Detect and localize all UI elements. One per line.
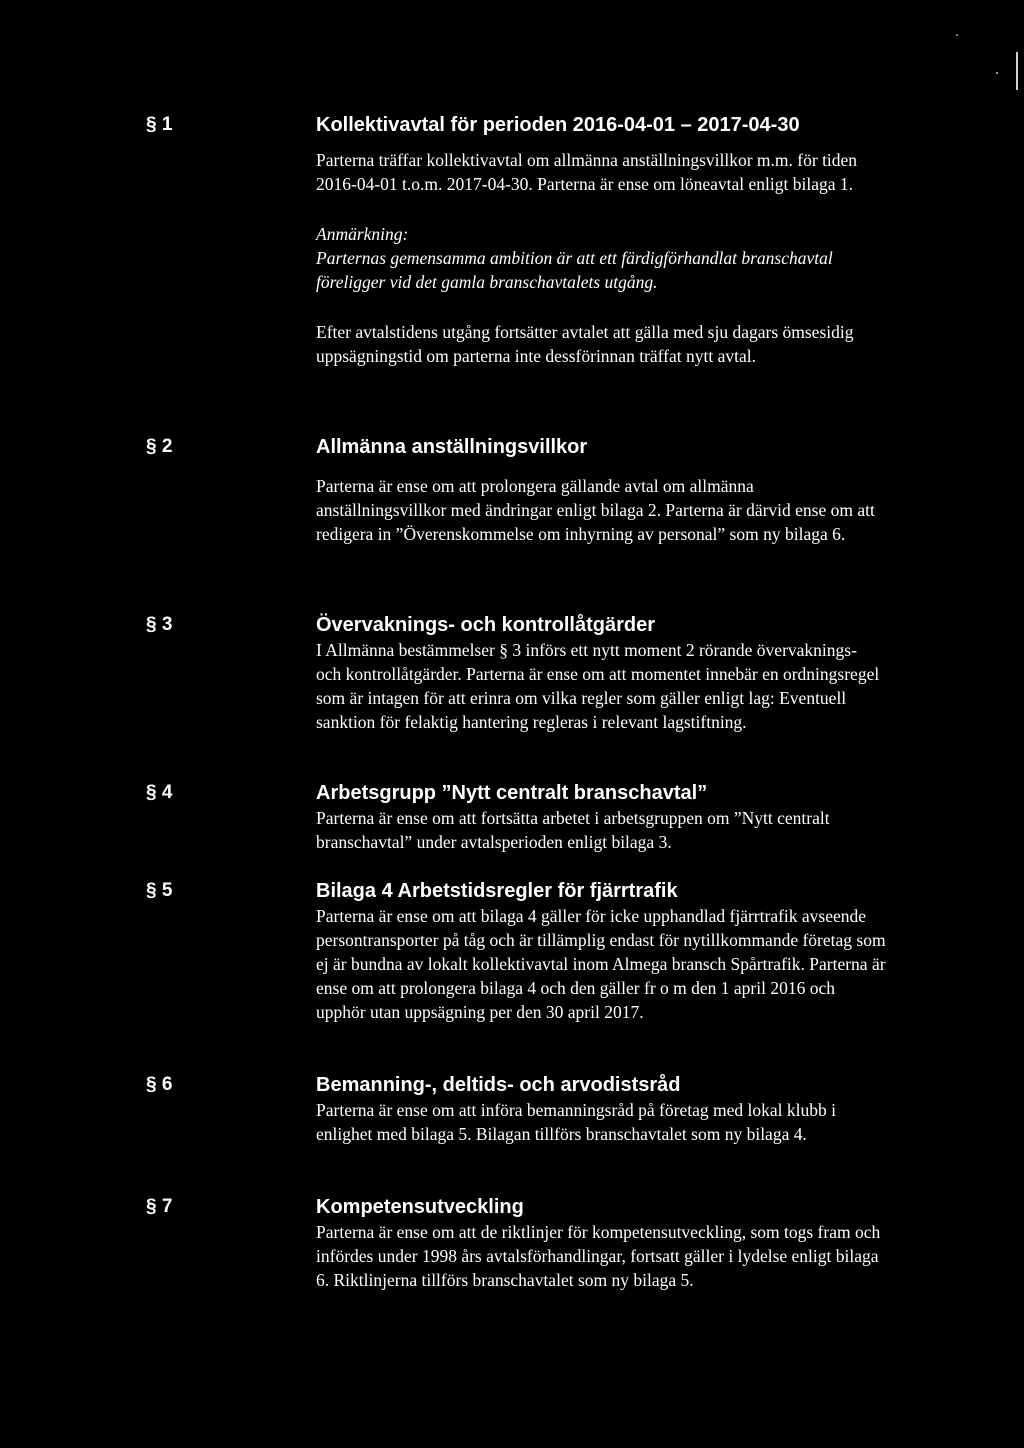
section-number: § 6 (146, 1074, 173, 1095)
section-heading: Arbetsgrupp ”Nytt centralt branschavtal” (316, 782, 708, 804)
section-heading: Bemanning-, deltids- och arvodistsråd (316, 1074, 681, 1096)
scan-edge-mark (1016, 52, 1018, 90)
scan-speck (956, 34, 958, 36)
section-paragraph: Parterna är ense om att de riktlinjer för kompetensutveckling, som togs fram och infördes under 1998 års avtalsförhandlingar, fortsatt gäller i lydelse enligt bilaga 6. Riktlinjerna tillförs branschavtalet som ny bilaga 5. (316, 1222, 881, 1290)
section-heading: Kompetensutveckling (316, 1196, 524, 1218)
section-heading: Övervaknings- och kontrollåtgärder (316, 614, 655, 636)
section-number: § 1 (146, 114, 173, 135)
section-body (316, 878, 886, 1024)
section-body (316, 1194, 886, 1292)
section-paragraph: Parterna är ense om att bilaga 4 gäller för icke upphandlad fjärrtrafik avseende persontransporter på tåg och är tillämplig endast för nytillkommande företag som ej är bundna av lokalt kollektivavtal inom Almega bransch Spårtrafik. Parterna är ense om att prolongera bilaga 4 och den gäller fr o m den 1 april 2016 och upphör utan uppsägning per den 30 april 2017. (316, 906, 886, 1022)
section-heading: Bilaga 4 Arbetstidsregler för fjärrtrafik (316, 880, 678, 902)
section-paragraph: Parterna är ense om att införa bemanningsråd på företag med lokal klubb i enlighet med bilaga 5. Bilagan tillförs branschavtalet som ny bilaga 4. (316, 1100, 836, 1144)
section-number: § 2 (146, 436, 173, 457)
section-paragraph: Efter avtalstidens utgång fortsätter avtalet att gälla med sju dagars ömsesidig uppsägningstid om parterna inte dessförinnan träffat nytt avtal. (316, 322, 854, 366)
section-body (316, 1072, 886, 1146)
section-number: § 5 (146, 880, 173, 901)
section-heading: Kollektivavtal för perioden 2016-04-01 – 2017-04-30 (316, 114, 800, 136)
section-number: § 4 (146, 782, 173, 803)
scan-speck (996, 72, 998, 74)
section-paragraph: Parterna är ense om att fortsätta arbetet i arbetsgruppen om ”Nytt centralt branschavtal” under avtalsperioden enligt bilaga 3. (316, 808, 830, 852)
section-number: § 7 (146, 1196, 173, 1217)
section-body (316, 112, 886, 368)
note-text: Parternas gemensamma ambition är att ett färdigförhandlat branschavtal föreligger vid det gamla branschavtalets utgång. (316, 248, 833, 292)
section-body (316, 612, 886, 734)
section-paragraph: Parterna är ense om att prolongera gällande avtal om allmänna anställningsvillkor med ändringar enligt bilaga 2. Parterna är därvid ense om att redigera in ”Överenskommelse om inhyrning av personal” som ny bilaga 6. (316, 476, 875, 544)
section-body (316, 434, 886, 546)
section-paragraph: I Allmänna bestämmelser § 3 införs ett nytt moment 2 rörande övervaknings- och kontrollåtgärder. Parterna är ense om att momentet innebär en ordningsregel som är intagen för att erinra om vilka regler som gäller enligt lag: Eventuell sanktion för felaktig hantering regleras i relevant lagstiftning. (316, 640, 880, 732)
section-heading: Allmänna anställningsvillkor (316, 436, 588, 458)
section-paragraph: Parterna träffar kollektivavtal om allmänna anställningsvillkor m.m. för tiden 2016-04-01 t.o.m. 2017-04-30. Parterna är ense om löneavtal enligt bilaga 1. (316, 150, 858, 194)
section-body (316, 780, 886, 854)
note-label: Anmärkning: (316, 224, 409, 244)
section-number: § 3 (146, 614, 173, 635)
